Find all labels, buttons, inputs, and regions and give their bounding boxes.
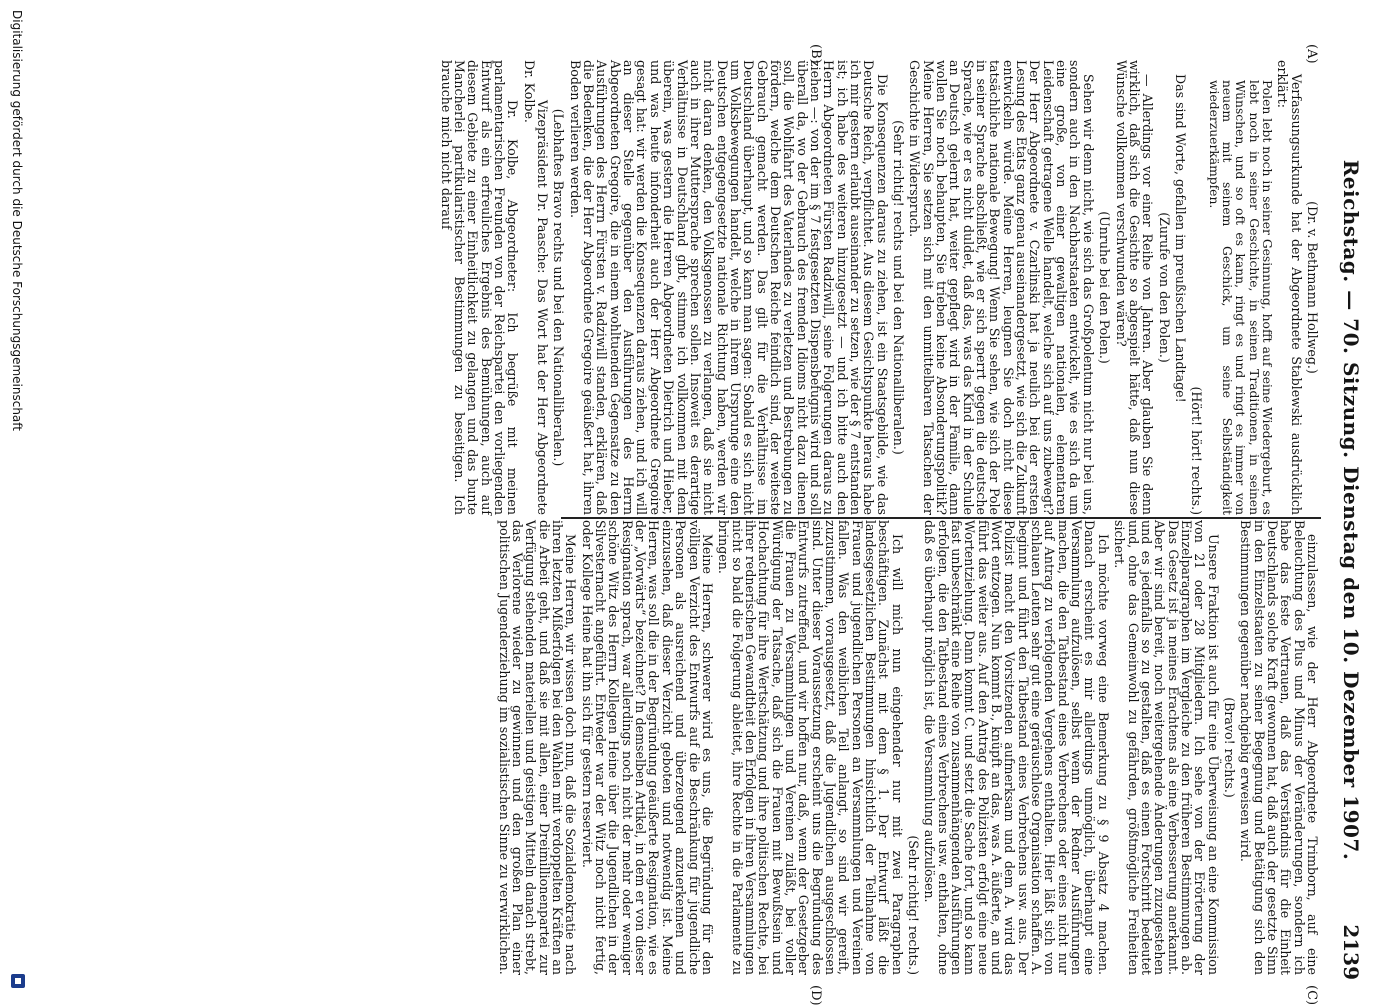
page-number: 2139: [1339, 924, 1363, 980]
digitization-note: Digitalisierung gefördert durch die Deutsche Forschungsgemeinschaft: [10, 10, 24, 432]
interjection: (Sehr richtig! rechts und bei den Nationalliberalen.): [891, 120, 907, 455]
margin-label-c: (C): [1304, 985, 1319, 1006]
paragraph: Meine Herren, schwerer wird es uns, die Begründung für den völligen Verzicht des Entwurfs auf die Beschränkung für jugendliche Personen als ausreichend und überzeugend anzuerkennen und einzusehen, daß dieser Verzicht geboten und notwendig ist. Meine Herren, was soll die in der Begründung geäußerte Resignation, wie es der „Vorwärts“ bezeichnet? In demselben Artikel, in dem er von dieser Resignation sprach, war allerdings noch nicht der mehr oder weniger schöne Witz des Herrn Kollegen Heine über die Jugendlichen in der Silvesternacht angeführt. Entweder war der Witz noch nicht fertig, oder Kollege Heine hat ihn sich für gestern reserviert.: [579, 520, 715, 975]
right-column: [496, 520, 1320, 975]
speaker-paragraph: Vizepräsident Dr. Paasche: Das Wort hat der Herr Abgeordnete Dr. Kolbe.: [521, 60, 551, 515]
margin-label-b: (B): [808, 44, 823, 64]
interjection: (Bravo! rechts.): [1221, 697, 1237, 798]
page-header: [1335, 30, 1367, 990]
interjection: (Hört! hört! rechts.): [1189, 386, 1205, 515]
margin-label-d: (D): [808, 985, 823, 1006]
interjection: (Sehr richtig! rechts.): [906, 835, 922, 975]
paragraph: Ich will mich nun eingehender nur mit zwei Paragraphen beschäftigen. Zunächst mit dem § 1. Der Entwurf läßt die landesgesetzlichen Bestimmungen hinsichtlich der Teilnahme von Frauen und jugendlichen Personen an Versammlungen und Vereinen fallen. Was den weiblichen Teil anlangt, so sind wir gereift, zuzustimmen, vorausgesetzt, daß die Jugendlichen ausgeschlossen sind. Unter dieser Voraussetzung erscheint uns die Begründung des Entwurfs zutreffend, und wir hoffen nur, daß, wenn der Gesetzgeber die Frauen zu Versammlungen und Vereinen zuläßt, bei voller Würdigung der Tatsache, daß sich die Frauen mit Bewußtsein und Hochachtung für ihre Wertschätzung und ihre politischen Rechte, bei ihrer rednerischen Gewandtheit den Erfolgen in ihren Versammlungen nicht so bald die Folgerung ableitet, ihre Rechte in die Parlamente zu bringen.: [716, 520, 905, 975]
paragraph: Ich möchte vorweg eine Bemerkung zu § 9 Absatz 4 machen. Danach erscheint es mir allerdings unmöglich, überhaupt eine Versammlung aufzulösen, selbst wenn der Redner Ausführungen machen, die den Tatbestand eines Verbrechens oder eines nicht nur auf Antrag zu verfolgenden Vergehens enthalten. Hier läßt sich von schlauen Leuten sehr gut eine geräuschlose Organisation schaffen. A. beginnt und führt den Tatbestand eines Verbrechens usw. aus. Der Polizist macht den Vorsitzenden aufmerksam und dem A. wird das Wort entzogen. Nun kommt B., knüpft an das, was A. äußerte, an und führt das weiter aus. Auf den Antrag des Polizisten erfolgt eine neue Wortentziehung. Dann kommt C. und setzt die Sache fort, und so kann fast unbeschränkt eine Reihe von zusammenhängenden Ausführungen erfolgen, die den Tatbestand eines Verbrechens usw. enthalten, ohne daß es überhaupt möglich ist, die Versammlung aufzulösen.: [922, 520, 1111, 975]
margin-label-a: (A): [1304, 44, 1319, 64]
interjection: (Unruhe bei den Polen.): [1097, 211, 1113, 364]
dfg-logo-icon: [11, 974, 25, 988]
digitization-footer: [6, 6, 26, 992]
paragraph: Die Konsequenzen daraus zu ziehen, ist ein Staatsgebilde, wie das Deutsche Reich, verpflichtet. Aus diesem Gesichtspunkte heraus habe ich mir gestern erlaubt auseinander zu setzen, wie der § 7 entstanden ist; ich habe des weiteren hinzugesetzt — und ich bitte auch den Herrn Abgeordneten Fürsten Radziwill, seine Folgerungen daraus zu ziehen —: von der im § 7 festgesetzten Dispensbefugnis wird und soll überall da, wo der Gebrauch des fremden Idioms nicht dazu dienen soll, die Wohlfahrt des Vaterlandes zu verletzen und Bestrebungen zu fördern, welche dem Deutschen Reiche feindlich sind, der weiteste Gebrauch gemacht werden. Das gilt für die Verhältnisse im Deutschland überhaupt, und so kann man sagen: Sobald es sich nicht um Volksbewegungen handelt, welche in ihrem Ursprunge eine den Deutschen entgegengesetzte nationale Richtung haben, werden wir nicht daran denken, den Volksgenossen zu verlangen, daß sie nicht auch in ihrer Muttersprache sprechen sollen. Insoweit es derartige Verhältnisse in Deutschland gibt, stimme ich vollkommen mit dem überein, was gestern die Herren Abgeordneten Dietrich und Hieber, und was heute infonderheit auch der Herr Abgeordnete Gregoire gesagt hat: wir werden die Konsequenzen daraus ziehen, und ich will an dieser Stelle gegenüber den Ausführungen des Herrn Abgeordneten Gregoire, die in einem wohltuenden Gegensatze zu den Ausführungen des Herrn Fürsten v. Radziwill standen, erklären, daß die Bedenken, die der Herr Abgeordnete Gregoire geäußert hat, ihren Boden verlieren werden.: [567, 60, 890, 515]
block-quote: Polen lebt noch in seiner Gesinnung, hofft auf seine Wiedergeburt, es lebt noch in seiner Geschichte, in seinen Traditionen, in seinen Wünschen, und so oft es kann, ringt es und ringt es immer von neuem mit seinem Geschick, um seine Selbständigkeit wiederzuerkämpfen.: [1206, 80, 1274, 515]
paragraph: Meine Herren, wir wissen doch nun, daß die Sozialdemokratie nach ihren letzten Mißerfolgen bei den Wahlen mit verdoppelten Kräften an die Arbeit geht, und daß sie mit allen, einer Dreimillionenpartei zur Verfügung stehenden materiellen und geistigen Mitteln danach strebt, das Verlorene wieder zu gewinnen und den großen Plan einer politischen Jugenderziehung im sozialistischen Sinne zu verwirklichen.: [496, 520, 579, 975]
column-divider: [561, 517, 1321, 519]
page-title: Reichstag. — 70. Sitzung. Dienstag den 10. Dezember 1907.: [1339, 159, 1363, 861]
paragraph: Verfassungsurkunde hat der Abgeordnete Stablewski ausdrücklich erklärt:: [1275, 60, 1304, 515]
paragraph: Sehen wir denn nicht, wie sich das Großpolentum nicht nur bei uns, sondern auch in den Nachbarstaaten entwickelt, wie es sich da um eine große, von einer gewaltigen nationalen, elementaren Leidenschaft getragene Welle handelt, welche sich auf uns zubewegt? Der Herr Abgeordnete v. Czarlinski hat ja neulich bei der ersten Lesung des Etats ganz genau auseinandergesetzt, wie sich die Zukunft entwickeln würde. Meine Herren, leugnen Sie doch nicht diese tatsächliche nationale Bewegung! Wenn Sie sehen, wie sich der Pole in seiner Sprache abschließt, wie er sich sperrt gegen die deutsche Sprache, wie er es nicht duldet, daß das, was das Kind in der Schule an Deutsch gelernt hat, weiter gepflegt wird in der Familie, dann wollen Sie noch behaupten, Sie trieben keine Absonderungspolitik? Meine Herren, Sie setzen sich mit den unmittelbaren Tatsachen der Geschichte in Widerspruch.: [907, 60, 1096, 515]
paragraph: Das sind Worte, gefallen im preußischen Landtage!: [1172, 74, 1188, 403]
paragraph: Unsere Fraktion ist auch für eine Überweisung an eine Kommission von 21 oder 28 Mitgliedern. Ich sehe von der Erörterung der Einzelparagraphen im Vergleiche zu den früheren Bestimmungen ab. Das Gesetz ist ja meines Erachtens als eine Verbesserung anerkannt. Aber wir sind bereit, noch weitergehende Änderungen zuzugestehen und es jedenfalls so zu gestalten, daß es einen Fortschritt bedeutet und, ohne das Gemeinwohl zu gefährden, größtmögliche Freiheiten sichert.: [1112, 520, 1221, 975]
speaker-paragraph: Dr. Kolbe, Abgeordneter: Ich begrüße mit meinen parlamentarischen Freunden von der Reichspartei den vorliegenden Entwurf als ein erfreuliches Ergebnis des Bemühungen, auch auf diesem Gebiete zu einer Einheitlichkeit zu gelangen und das bunte Mancherlei partikularistischer Bestimmungen zu beseitigen. Ich brauche mich nicht darauf: [438, 60, 521, 515]
left-column: [438, 60, 1320, 515]
interjection: (Lebhaftes Bravo rechts und bei den Nationalliberalen.): [551, 108, 567, 467]
interjection: (Zurufe von den Polen.): [1156, 212, 1172, 363]
paragraph: — Allerdings vor einer Reihe von Jahren. Aber glauben Sie denn wirklich, daß sich die Gesichte so abgespielt hätte, daß nun diese Wünsche vollkommen verschwunden wären?: [1113, 60, 1156, 515]
speaker-running-head: (Dr. v. Bethmann Hollweg.): [1305, 201, 1320, 374]
paragraph: einzulassen, wie der Herr Abgeordnete Trimborn, auf eine Beleuchtung des Plus und Minus der Veränderungen, sondern ich habe das feste Vertrauen, daß das Verständnis für die Einheit Deutschlands solche Kraft gewonnen hat, daß auch der gesetzte Sinn in den Einzelstaaten zu seiner Begegnung und Betätigung sich den Bestimmungen gegenüber nachgiebig erweisen wird.: [1238, 520, 1320, 975]
